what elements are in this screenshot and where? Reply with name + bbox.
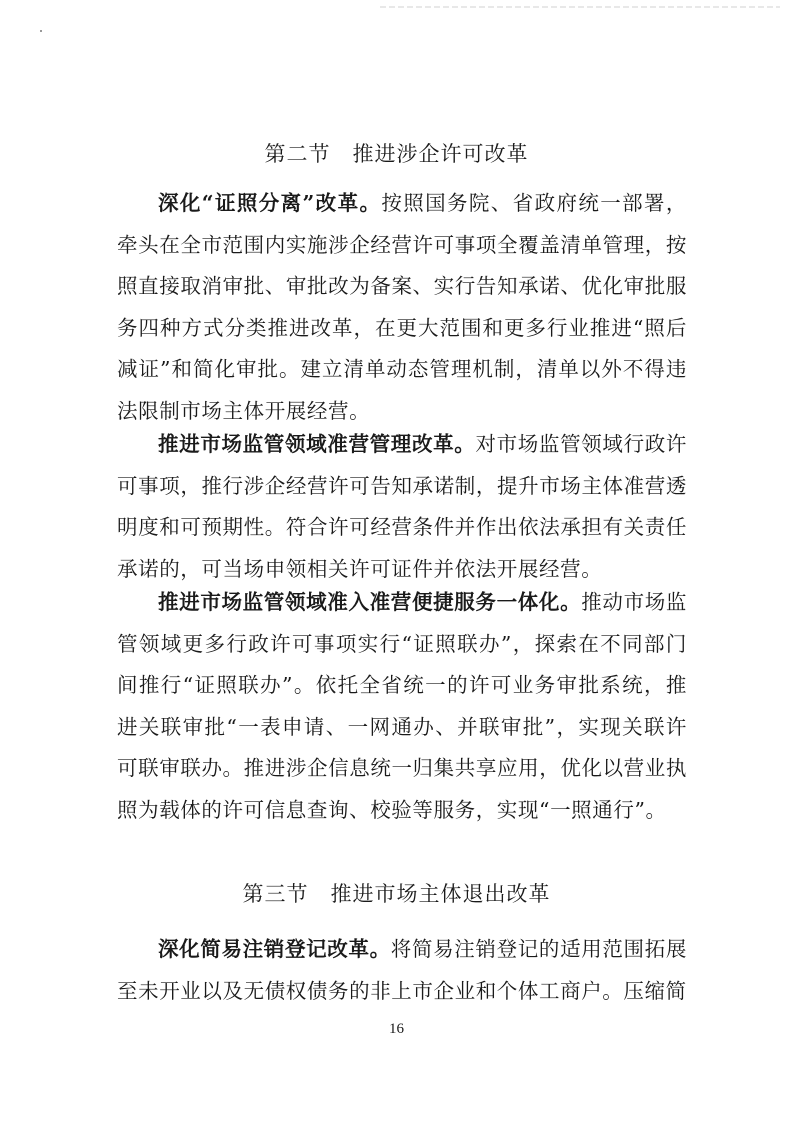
paragraph-market-license-reform bbox=[117, 424, 687, 590]
page-number: 16 bbox=[389, 1021, 404, 1037]
paragraph-body: 将简易注销登记的适用范围拓展至未开业以及无债权债务的非上市企业和个体工商户。压缩简 bbox=[117, 937, 687, 1003]
paragraph-simple-deregistration bbox=[117, 929, 687, 1012]
scan-artifact-dot bbox=[40, 30, 42, 32]
paragraph-certificate-separation bbox=[117, 183, 687, 432]
section-title-2: 第二节 推进涉企许可改革 bbox=[264, 142, 529, 166]
paragraph-body: 对市场监管领域行政许可事项，推行涉企经营许可告知承诺制，提升市场主体准营透明度和可预期性。符合许可经营条件并作出依法承担有关责任承诺的，可当场申领相关许可证件并依法开展经营。 bbox=[117, 432, 687, 581]
paragraph-body: 推动市场监管领域更多行政许可事项实行“证照联办”，探索在不同部门间推行“证照联办”。依托全省统一的许可业务审批系统，推进关联审批“一表申请、一网通办、并联审批”，实现关联许可联审联办。推进涉企信息统一归集共享应用，优化以营业执照为载体的许可信息查询、校验等服务，实现“一照通行”。 bbox=[117, 590, 687, 822]
paragraph-lead: 深化简易注销登记改革。 bbox=[158, 937, 391, 961]
scan-artifact-line bbox=[380, 6, 780, 8]
paragraph-integrated-service bbox=[117, 582, 687, 831]
paragraph-lead: 深化“证照分离”改革。 bbox=[158, 191, 382, 215]
paragraph-body: 按照国务院、省政府统一部署，牵头在全市范围内实施涉企经营许可事项全覆盖清单管理，按照直接取消审批、审批改为备案、实行告知承诺、优化审批服务四种方式分类推进改革，在更大范围和更多行业推进“照后减证”和简化审批。建立清单动态管理机制，清单以外不得违法限制市场主体开展经营。 bbox=[117, 191, 687, 423]
section-title-3: 第三节 推进市场主体退出改革 bbox=[242, 882, 551, 906]
paragraph-lead: 推进市场监管领域准入准营便捷服务一体化。 bbox=[158, 590, 582, 614]
paragraph-lead: 推进市场监管领域准营管理改革。 bbox=[158, 432, 476, 456]
